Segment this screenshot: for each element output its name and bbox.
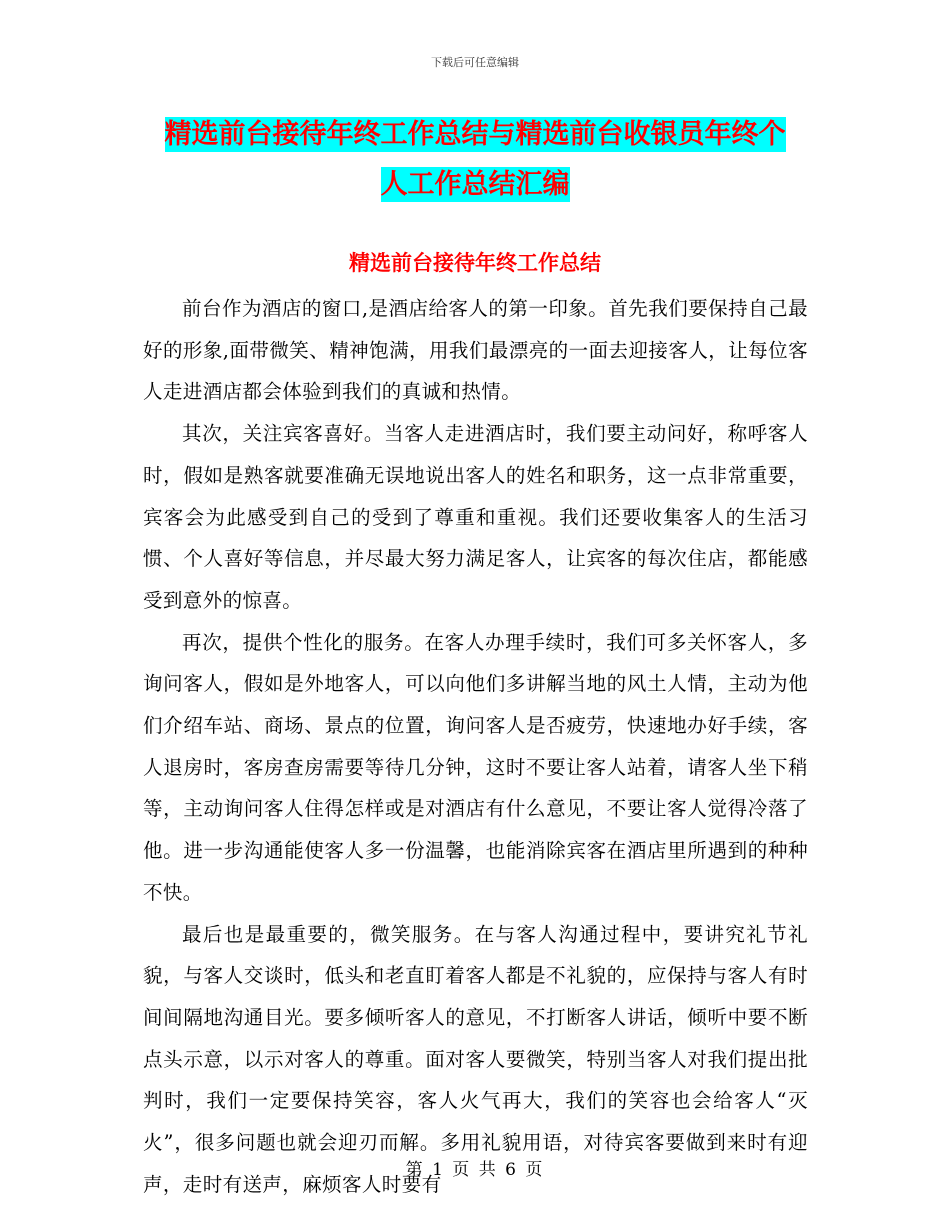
- document-title-line-2: 人工作总结汇编: [380, 169, 570, 200]
- paragraph-2: 其次，关注宾客喜好。当客人走进酒店时，我们要主动问好，称呼客人时，假如是熟客就要准确无误地说出客人的姓名和职务，这一点非常重要，宾客会为此感受到自己的受到了尊重和重视。我们还要收集客人的生活习惯、个人喜好等信息，并尽最大努力满足客人，让宾客的每次住店，都能感受到意外的惊喜。: [143, 422, 808, 612]
- document-title-line-1: 精选前台接待年终工作总结与精选前台收银员年终个: [164, 119, 786, 150]
- document-body: [143, 288, 808, 1205]
- page-number-footer: 第 1 页 共 6 页: [405, 1160, 545, 1180]
- document-title: [120, 110, 830, 210]
- paragraph-3: 再次，提供个性化的服务。在客人办理手续时，我们可多关怀客人，多询问客人，假如是外地客人，可以向他们多讲解当地的风土人情，主动为他们介绍车站、商场、景点的位置，询问客人是否疲劳，快速地办好手续，客人退房时，客房查房需要等待几分钟，这时不要让客人站着，请客人坐下稍等，主动询问客人住得怎样或是对酒店有什么意见，不要让客人觉得冷落了他。进一步沟通能使客人多一份温馨，也能消除宾客在酒店里所遇到的种种不快。: [143, 630, 808, 904]
- section-title: 精选前台接待年终工作总结: [349, 251, 601, 275]
- paragraph-4: 最后也是最重要的，微笑服务。在与客人沟通过程中，要讲究礼节礼貌，与客人交谈时，低头和老直盯着客人都是不礼貌的，应保持与客人有时间间隔地沟通目光。要多倾听客人的意见，不打断客人讲话，倾听中要不断点头示意，以示对客人的尊重。面对客人要微笑，特别当客人对我们提出批判时，我们一定要保持笑容，客人火气再大，我们的笑容也会给客人“灭火”，很多问题也就会迎刃而解。多用礼貌用语，对待宾客要做到来时有迎声，走时有送声，麻烦客人时要有: [143, 922, 808, 1196]
- page-header-note: 下载后可任意编辑: [431, 56, 519, 69]
- paragraph-1: 前台作为酒店的窗口,是酒店给客人的第一印象。首先我们要保持自己最好的形象,面带微笑、精神饱满，用我们最漂亮的一面去迎接客人，让每位客人走进酒店都会体验到我们的真诚和热情。: [143, 297, 808, 404]
